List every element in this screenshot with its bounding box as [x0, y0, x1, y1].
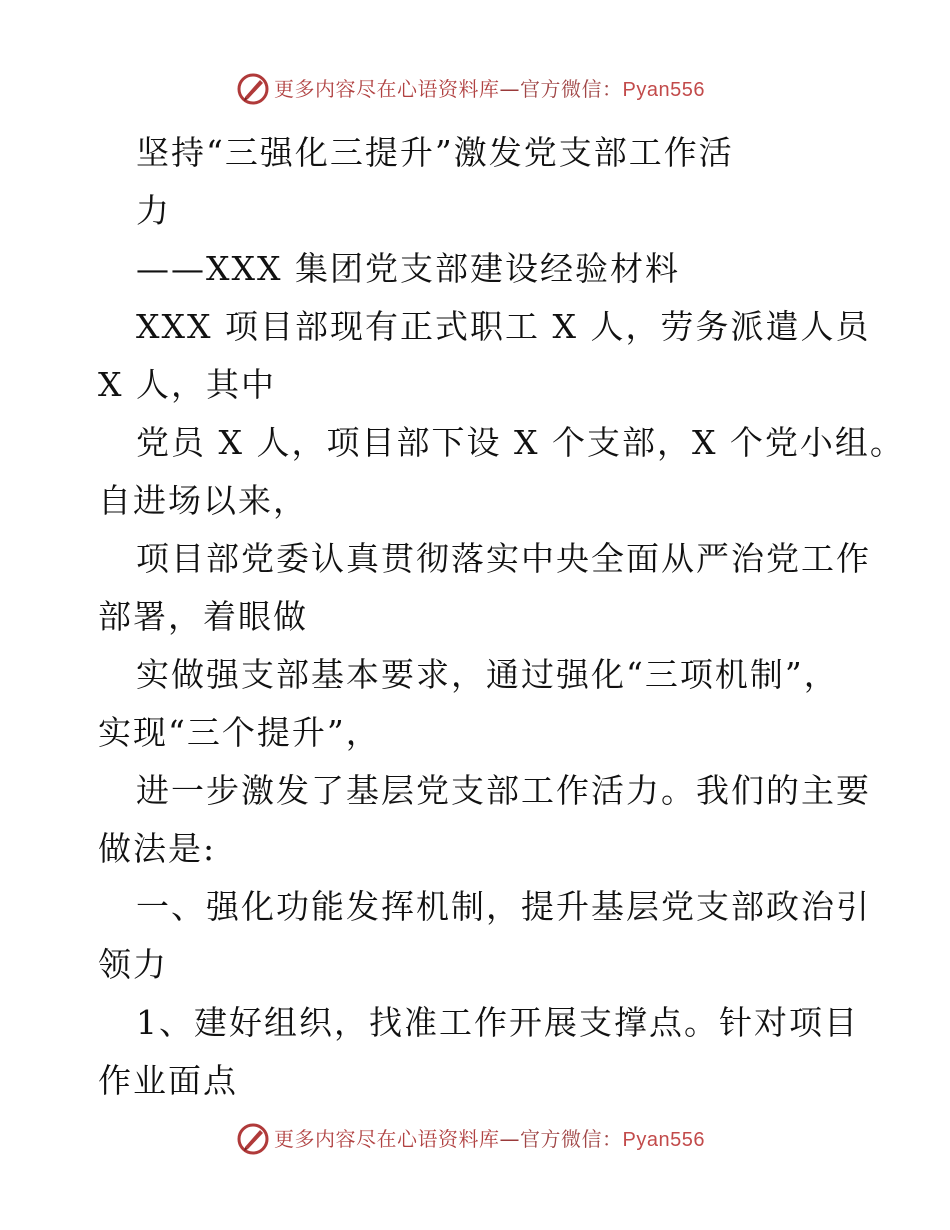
watermark-banner-bottom: [0, 1120, 950, 1160]
doc-paragraph-line: XXX 项目部现有正式职工 X 人，劳务派遣人员: [136, 307, 871, 346]
doc-section-heading-cont: 领力: [98, 945, 168, 984]
watermark-label: 官方微信：: [520, 1127, 623, 1151]
quill-pen-logo-icon: [236, 1122, 270, 1156]
watermark-text: [274, 76, 705, 103]
watermark-account: Pyan556: [622, 1129, 705, 1151]
doc-paragraph-line: X 人，其中: [98, 365, 276, 404]
doc-paragraph-line: 自进场以来，: [98, 481, 308, 520]
watermark-separator: —: [499, 1127, 520, 1151]
doc-paragraph-line: 1、建好组织，找准工作开展支撑点。针对项目: [136, 1003, 859, 1042]
watermark-text: [274, 1126, 705, 1153]
doc-paragraph-line: 项目部党委认真贯彻落实中央全面从严治党工作: [136, 539, 871, 578]
watermark-brand: 更多内容尽在心语资料库: [274, 1127, 500, 1151]
doc-section-heading: 一、强化功能发挥机制，提升基层党支部政治引: [136, 887, 871, 926]
doc-title-line-2: 力: [136, 191, 171, 230]
document-body: [98, 124, 905, 1110]
doc-paragraph-line: 实做强支部基本要求，通过强化“三项机制”，: [136, 655, 839, 694]
doc-paragraph-line: 部署，着眼做: [98, 597, 308, 636]
doc-subtitle: ——XXX 集团党支部建设经验材料: [136, 249, 680, 288]
watermark-label: 官方微信：: [520, 77, 623, 101]
doc-paragraph-line: 进一步激发了基层党支部工作活力。我们的主要: [136, 771, 871, 810]
doc-paragraph-line: 实现“三个提升”，: [98, 713, 381, 752]
doc-paragraph-line: 做法是:: [98, 829, 217, 868]
doc-title-line-1: 坚持“三强化三提升”激发党支部工作活: [136, 133, 734, 172]
watermark-brand: 更多内容尽在心语资料库: [274, 77, 500, 101]
watermark-account: Pyan556: [622, 79, 705, 101]
watermark-banner-top: [0, 70, 950, 110]
quill-pen-logo-icon: [236, 72, 270, 106]
doc-paragraph-line: 党员 X 人，项目部下设 X 个支部，X 个党小组。: [136, 423, 905, 462]
watermark-separator: —: [499, 77, 520, 101]
doc-paragraph-line: 作业面点: [98, 1061, 238, 1100]
